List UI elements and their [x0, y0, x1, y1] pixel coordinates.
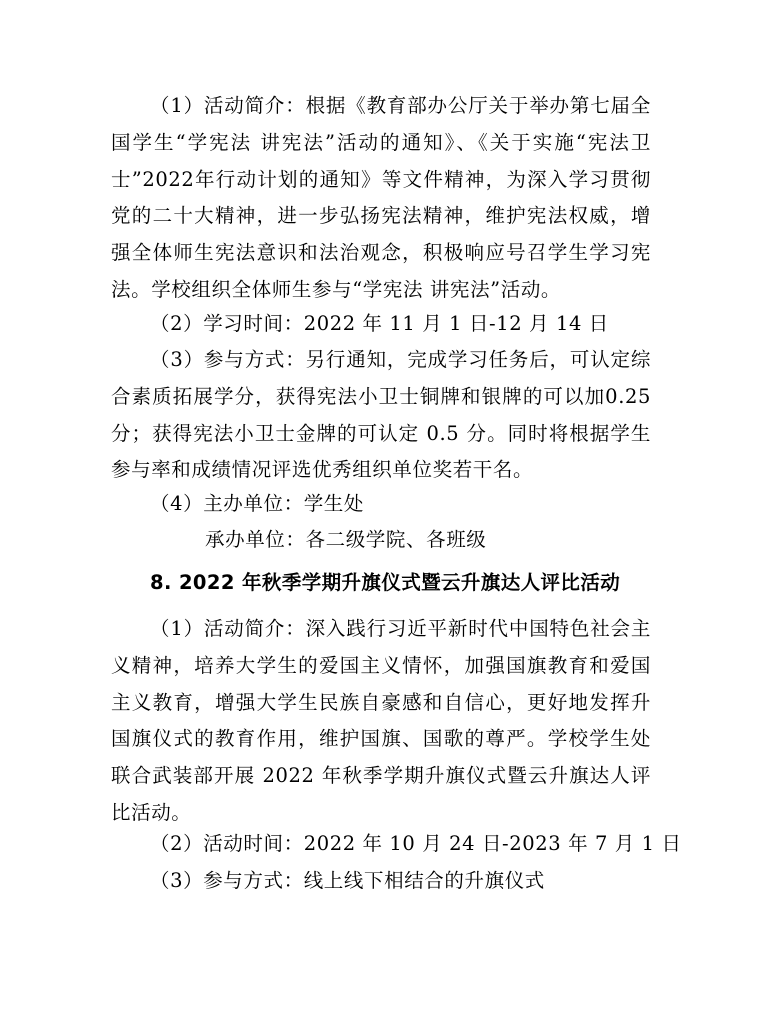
- section7-method-paragraph: （3）参与方式：另行通知，完成学习任务后，可认定综合素质拓展学分，获得宪法小卫士铜牌和银牌的可以加0.25分；获得宪法小卫士金牌的可认定 0.5 分。同时将根据学生参与率和成绩情况评选优秀组织单位奖若干名。: [111, 348, 651, 482]
- section7-time-line: （2）学习时间：2022 年 11 月 1 日-12 月 14 日: [150, 312, 609, 335]
- section8-heading: 8. 2022 年秋季学期升旗仪式暨云升旗达人评比活动: [150, 571, 621, 594]
- section8-intro-paragraph: （1）活动简介：深入践行习近平新时代中国特色社会主义精神，培养大学生的爱国主义情怀，加强国旗教育和爱国主义教育，增强大学生民族自豪感和自信心，更好地发挥升国旗仪式的教育作用，维护国旗、国歌的尊严。学校学生处联合武装部开展 2022 年秋季学期升旗仪式暨云升旗达人评比活动。: [111, 617, 651, 824]
- section8-method-line: （3）参与方式：线上线下相结合的升旗仪式: [150, 869, 545, 892]
- section7-intro-paragraph: （1）活动简介：根据《教育部办公厅关于举办第七届全国学生“学宪法 讲宪法”活动的通知》、《关于实施“宪法卫士”2022年行动计划的通知》等文件精神，为深入学习贯彻党的二十大精神，进一步弘扬宪法精神，维护宪法权威，增强全体师生宪法意识和法治观念，积极响应号召学生学习宪法。学校组织全体师生参与“学宪法 讲宪法”活动。: [111, 94, 651, 301]
- section7-organizer-line: 承办单位：各二级学院、各班级: [205, 528, 487, 551]
- section7-host-line: （4）主办单位：学生处: [150, 492, 365, 515]
- section8-time-line: （2）活动时间：2022 年 10 月 24 日-2023 年 7 月 1 日: [150, 832, 682, 855]
